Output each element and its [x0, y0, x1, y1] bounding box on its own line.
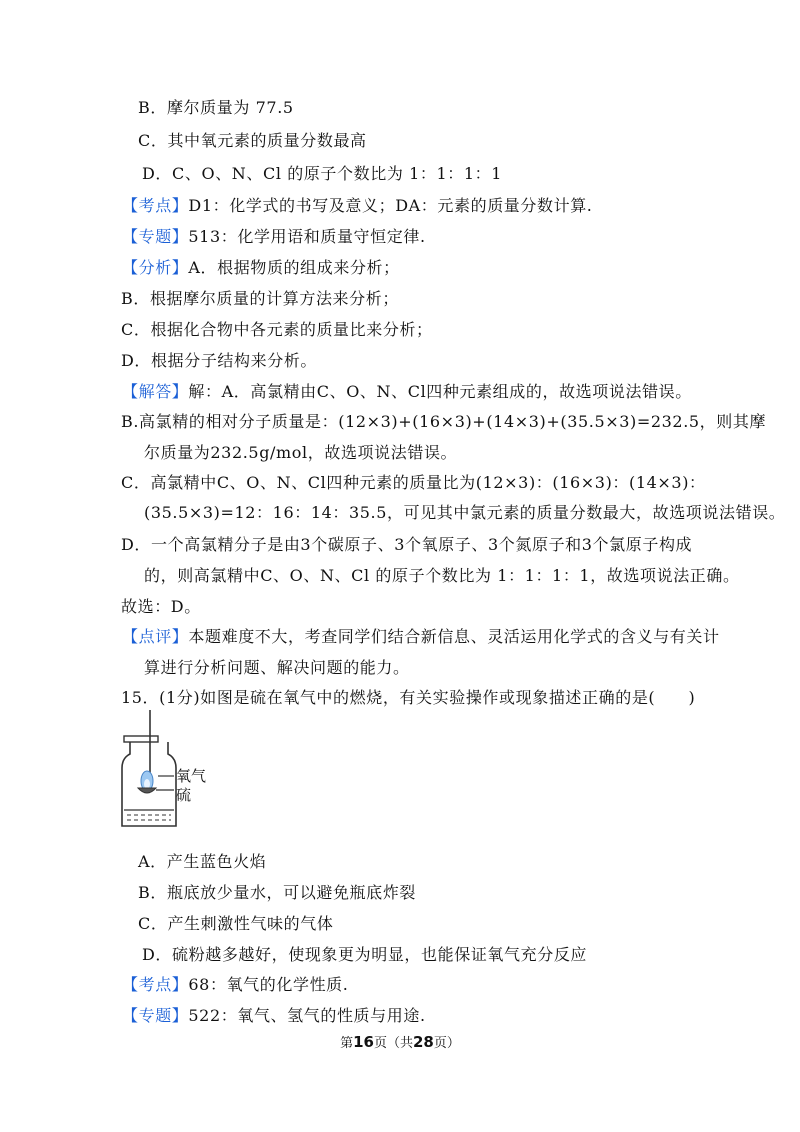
option-d-atom-ratio: D．C、O、N、Cl 的原子个数比为 1：1：1：1	[142, 164, 503, 183]
fenxi-tag: 【分析】	[122, 258, 189, 277]
total-page-count: 28	[413, 1033, 434, 1051]
zhuanti-line: 【专题】513：化学用语和质量守恒定律.	[122, 227, 426, 246]
dianping-line: 【点评】本题难度不大，考查同学们结合新信息、灵活运用化学式的含义与有关计	[122, 627, 720, 646]
fenxi-line: 【分析】A．根据物质的组成来分析；	[122, 258, 400, 277]
dianping-line2: 算进行分析问题、解决问题的能力。	[144, 658, 410, 677]
analysis-c: C．根据化合物中各元素的质量比来分析；	[121, 320, 433, 339]
footer-mid: 页（共	[373, 1036, 413, 1051]
kaodian-line: 【考点】D1：化学式的书写及意义；DA：元素的质量分数计算.	[122, 196, 593, 215]
zhuanti-tag-q15: 【专题】	[122, 1006, 189, 1025]
jar-lid	[124, 736, 158, 742]
jieda-tag: 【解答】	[122, 382, 189, 401]
footer-suffix: 页）	[433, 1036, 460, 1051]
answer-d-line1: D．一个高氯精分子是由3个碳原子、3个氧原子、3个氮原子和3个氯原子构成	[121, 535, 693, 554]
option-b-molar-mass: B．摩尔质量为 77.5	[138, 98, 294, 117]
kaodian-tag-q15: 【考点】	[122, 975, 189, 994]
answer-c-line1: C．高氯精中C、O、N、Cl四种元素的质量比为(12×3)：(16×3)：(14×3)：	[121, 473, 706, 492]
sulfur-combustion-diagram	[118, 708, 218, 838]
answer-d-line2: 的，则高氯精中C、O、N、Cl 的原子个数比为 1：1：1：1，故选项说法正确。	[144, 566, 740, 585]
answer-choice: 故选：D。	[121, 597, 201, 616]
spoon-bowl	[138, 788, 156, 793]
option-b-water: B．瓶底放少量水，可以避免瓶底炸裂	[138, 883, 416, 902]
oxygen-label: 氧气	[176, 767, 207, 785]
footer-prefix: 第	[340, 1036, 354, 1051]
answer-b-line2: 尔质量为232.5g/mol，故选项说法错误。	[144, 443, 458, 462]
kaodian-line-q15: 【考点】68：氧气的化学性质.	[122, 975, 349, 994]
option-c-oxygen-fraction: C．其中氧元素的质量分数最高	[138, 131, 367, 150]
answer-c-line2: (35.5×3)=12：16：14：35.5，可见其中氯元素的质量分数最大，故选项说法错误。	[144, 503, 786, 522]
option-d-more-sulfur: D．硫粉越多越好，使现象更为明显，也能保证氧气充分反应	[142, 945, 588, 964]
dianping-tag: 【点评】	[122, 627, 189, 646]
option-c-pungent-gas: C．产生刺激性气味的气体	[138, 914, 334, 933]
page-footer	[0, 1034, 800, 1052]
sulfur-label: 硫	[176, 786, 192, 804]
jieda-line: 【解答】解：A．高氯精由C、O、N、Cl四种元素组成的，故选项说法错误。	[122, 382, 692, 401]
option-a-blue-flame: A．产生蓝色火焰	[138, 852, 267, 871]
current-page-number: 16	[353, 1033, 374, 1051]
answer-b-line1: B.高氯精的相对分子质量是：(12×3)+(16×3)+(14×3)+(35.5×3)=232.5，则其摩	[121, 412, 767, 431]
analysis-d: D．根据分子结构来分析。	[121, 351, 318, 370]
zhuanti-line-q15: 【专题】522：氧气、氢气的性质与用途.	[122, 1006, 426, 1025]
analysis-b: B．根据摩尔质量的计算方法来分析；	[121, 289, 399, 308]
question-15-stem: 15．(1分)如图是硫在氧气中的燃烧，有关实验操作或现象描述正确的是( )	[121, 688, 696, 707]
zhuanti-tag: 【专题】	[122, 227, 189, 246]
kaodian-tag: 【考点】	[122, 196, 189, 215]
